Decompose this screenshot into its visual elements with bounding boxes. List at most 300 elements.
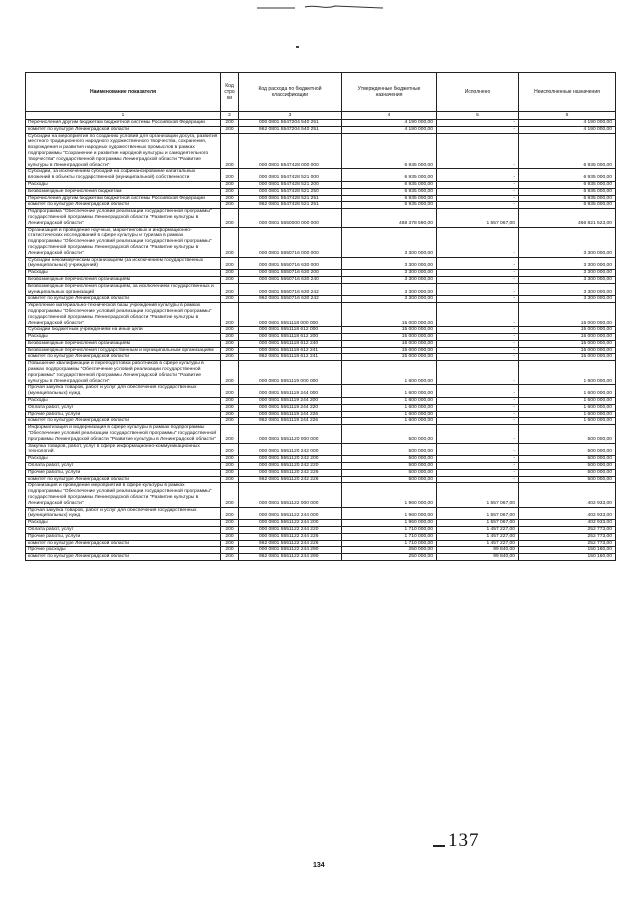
row-approved-amount: 500 000,00 [342, 469, 437, 476]
row-approved-amount: 250 000,00 [342, 547, 437, 554]
row-unexecuted-amount: 4 190 000,00 [519, 126, 616, 133]
row-name: Расходы [26, 334, 221, 341]
row-approved-amount: 250 000,00 [342, 554, 437, 561]
row-budget-code: 000 0801 5551122 244 226 [239, 533, 342, 540]
column-index: 5 [437, 112, 519, 120]
row-budget-code: 000 0801 5547428 521 250 [239, 188, 342, 195]
row-executed-amount: - [437, 418, 519, 425]
row-unexecuted-amount: 402 933,00 [519, 507, 616, 520]
row-approved-amount: 6 935 000,00 [342, 188, 437, 195]
row-unexecuted-amount: 6 935 000,00 [519, 133, 616, 169]
row-budget-code: 000 0801 5547428 000 000 [239, 133, 342, 169]
header-code: Код стро ки [221, 73, 239, 112]
row-approved-amount: 1 600 000,00 [342, 385, 437, 398]
row-line-code: 200 [221, 296, 239, 303]
row-executed-amount: - [437, 334, 519, 341]
row-executed-amount: - [437, 463, 519, 470]
row-name: Безвозмездные перечисления бюджетам [26, 188, 221, 195]
row-approved-amount: 3 300 000,00 [342, 296, 437, 303]
row-executed-amount: - [437, 411, 519, 418]
row-name: Субсидии, за исключением субсидий на софинансирование капитальных вложений в объекты государственной (муниципальной) собственности [26, 169, 221, 182]
row-line-code: 200 [221, 418, 239, 425]
row-executed-amount: 1 557 067,00 [437, 507, 519, 520]
row-line-code: 200 [221, 554, 239, 561]
row-line-code: 200 [221, 520, 239, 527]
row-budget-code: 000 0801 5550716 630 242 [239, 283, 342, 296]
table-row [26, 334, 616, 341]
table-row [26, 296, 616, 303]
row-line-code: 200 [221, 195, 239, 202]
row-approved-amount: 15 000 000,00 [342, 327, 437, 334]
row-executed-amount: - [437, 443, 519, 456]
row-unexecuted-amount: 500 000,00 [519, 469, 616, 476]
row-line-code: 200 [221, 133, 239, 169]
table-row [26, 476, 616, 483]
table-header-row [26, 73, 616, 112]
row-line-code: 200 [221, 347, 239, 354]
table-row [26, 227, 616, 257]
row-budget-code: 962 0801 5550716 630 242 [239, 296, 342, 303]
row-name: Прочие работы, услуги [26, 533, 221, 540]
row-line-code: 200 [221, 398, 239, 405]
row-unexecuted-amount: 3 300 000,00 [519, 283, 616, 296]
row-executed-amount: - [437, 181, 519, 188]
row-executed-amount: - [437, 283, 519, 296]
table-row [26, 120, 616, 127]
row-line-code: 200 [221, 276, 239, 283]
row-unexecuted-amount: 15 000 000,00 [519, 347, 616, 354]
row-name: Безвозмездные перечисления государственным и муниципальным организациям [26, 347, 221, 354]
row-approved-amount: 1 710 000,00 [342, 540, 437, 547]
row-unexecuted-amount: 15 000 000,00 [519, 354, 616, 361]
table-row [26, 340, 616, 347]
row-unexecuted-amount: 500 000,00 [519, 425, 616, 443]
row-approved-amount: 500 000,00 [342, 425, 437, 443]
row-unexecuted-amount: 6 935 000,00 [519, 188, 616, 195]
header-name: Наименование показателя [26, 73, 221, 112]
row-name: Субсидии бюджетным учреждениям на иные цели [26, 327, 221, 334]
row-line-code: 200 [221, 126, 239, 133]
row-approved-amount: 15 000 000,00 [342, 340, 437, 347]
table-row [26, 181, 616, 188]
row-executed-amount: - [437, 385, 519, 398]
row-approved-amount: 1 600 000,00 [342, 398, 437, 405]
table-row [26, 418, 616, 425]
row-approved-amount: 500 000,00 [342, 463, 437, 470]
row-executed-amount: - [437, 133, 519, 169]
header-unexecuted: Неисполненные назначения [519, 73, 616, 112]
row-executed-amount: - [437, 227, 519, 257]
row-executed-amount: - [437, 340, 519, 347]
row-budget-code: 000 0801 5550716 630 240 [239, 276, 342, 283]
table-row [26, 411, 616, 418]
row-line-code: 200 [221, 456, 239, 463]
row-unexecuted-amount: 1 600 000,00 [519, 404, 616, 411]
row-executed-amount: - [437, 404, 519, 411]
row-name: Организация и проведение научных, маркетинговых и информационно-статистических исследований в сфере культуры и туризма в рамках подпрограммы "Обеспечение условий реализации государственной программы" государственной программы Ленинградской области "Развитие культуры в Ленинградской области" [26, 227, 221, 257]
row-line-code: 200 [221, 385, 239, 398]
row-name: Субсидии на мероприятия по созданию условий для организации досуга, развития местного традиционного народного художественного творчества, сохранения, возрождения и развития народных художественных промыслов в рамках подпрограммы "Сохранение и развитие народной культуры и самодеятельного творчества" государственной программы Ленинградской области "Развитие культуры в Ленинградской области" [26, 133, 221, 169]
row-approved-amount: 4 190 000,00 [342, 120, 437, 127]
archive-stamp-number: 137 [448, 830, 480, 851]
row-unexecuted-amount: 402 933,00 [519, 483, 616, 507]
row-budget-code: 000 0801 5547428 521 000 [239, 169, 342, 182]
row-line-code: 200 [221, 463, 239, 470]
column-index: 2 [221, 112, 239, 120]
row-budget-code: 962 0801 5551119 244 226 [239, 418, 342, 425]
header-kbk: Код расхода по бюджетной классификации [239, 73, 342, 112]
row-executed-amount: - [437, 126, 519, 133]
row-budget-code: 000 0801 5551118 612 200 [239, 334, 342, 341]
row-name: комитет по культуре Ленинградской области [26, 554, 221, 561]
row-executed-amount: - [437, 169, 519, 182]
row-line-code: 200 [221, 202, 239, 209]
row-unexecuted-amount: 6 935 000,00 [519, 169, 616, 182]
row-budget-code: 000 0801 5547428 521 251 [239, 195, 342, 202]
row-unexecuted-amount: 252 773,00 [519, 540, 616, 547]
row-executed-amount: - [437, 276, 519, 283]
row-executed-amount: 1 457 227,00 [437, 527, 519, 534]
row-unexecuted-amount: 150 160,00 [519, 554, 616, 561]
row-executed-amount: - [437, 476, 519, 483]
row-unexecuted-amount: 252 773,00 [519, 527, 616, 534]
row-approved-amount: 1 600 000,00 [342, 411, 437, 418]
row-budget-code: 000 0801 5551122 244 290 [239, 547, 342, 554]
row-name: Информатизация и модернизация в сфере культуры в рамках подпрограммы "Обеспечение условий реализации государственной программы" государственной программы Ленинградской области "Развитие культуры в Ленинградской области" [26, 425, 221, 443]
row-budget-code: 000 0801 5551118 612 241 [239, 347, 342, 354]
row-approved-amount: 3 300 000,00 [342, 257, 437, 270]
budget-report-sheet [25, 72, 615, 561]
row-budget-code: 000 0801 5551118 612 000 [239, 327, 342, 334]
row-executed-amount: - [437, 469, 519, 476]
row-line-code: 200 [221, 507, 239, 520]
row-budget-code: 000 0801 5551119 000 000 [239, 361, 342, 385]
row-unexecuted-amount: 6 935 000,00 [519, 195, 616, 202]
row-unexecuted-amount: 500 000,00 [519, 476, 616, 483]
row-unexecuted-amount: 3 300 000,00 [519, 296, 616, 303]
row-approved-amount: 1 600 000,00 [342, 404, 437, 411]
row-executed-amount: 99 840,00 [437, 554, 519, 561]
row-budget-code: 962 0801 5551120 242 226 [239, 476, 342, 483]
row-line-code: 200 [221, 327, 239, 334]
table-row [26, 270, 616, 277]
row-approved-amount: 6 935 000,00 [342, 169, 437, 182]
row-name: Прочая закупка товаров, работ и услуг для обеспечения государственных (муниципальных) нужд [26, 385, 221, 398]
row-unexecuted-amount: 466 821 523,00 [519, 209, 616, 227]
row-approved-amount: 15 000 000,00 [342, 303, 437, 327]
row-executed-amount: 1 457 227,00 [437, 540, 519, 547]
row-budget-code: 000 0801 5547204 540 251 [239, 120, 342, 127]
row-name: комитет по культуре Ленинградской области [26, 476, 221, 483]
row-line-code: 200 [221, 340, 239, 347]
table-row [26, 126, 616, 133]
row-line-code: 200 [221, 169, 239, 182]
row-unexecuted-amount: 252 773,00 [519, 533, 616, 540]
column-index: 4 [342, 112, 437, 120]
table-row [26, 533, 616, 540]
row-unexecuted-amount: 3 300 000,00 [519, 270, 616, 277]
row-unexecuted-amount: 1 600 000,00 [519, 411, 616, 418]
row-line-code: 200 [221, 443, 239, 456]
row-line-code: 200 [221, 188, 239, 195]
table-row [26, 527, 616, 534]
row-line-code: 200 [221, 227, 239, 257]
row-name: Подпрограмма "Обеспечение условий реализации государственной программы" государственной программы Ленинградской области "Развитие культуры в Ленинградской области" [26, 209, 221, 227]
row-executed-amount: 1 557 067,00 [437, 520, 519, 527]
row-name: Оплата работ, услуг [26, 404, 221, 411]
row-budget-code: 000 0801 5550000 000 000 [239, 209, 342, 227]
row-line-code: 200 [221, 334, 239, 341]
row-line-code: 200 [221, 483, 239, 507]
table-row [26, 209, 616, 227]
row-approved-amount: 1 600 000,00 [342, 418, 437, 425]
row-approved-amount: 4 190 000,00 [342, 126, 437, 133]
row-name: Организация и проведение мероприятий в сфере культуры в рамках подпрограммы "Обеспечение условий реализации государственной программы" государственной программы Ленинградской области "Развитие культуры в Ленинградской области" [26, 483, 221, 507]
header-executed: Исполнено [437, 73, 519, 112]
row-unexecuted-amount: 1 600 000,00 [519, 398, 616, 405]
row-approved-amount: 1 710 000,00 [342, 533, 437, 540]
row-budget-code: 000 0801 5551120 242 000 [239, 443, 342, 456]
row-executed-amount: - [437, 327, 519, 334]
column-index: 3 [239, 112, 342, 120]
table-row [26, 547, 616, 554]
row-executed-amount: - [437, 120, 519, 127]
row-name: Безвозмездные перечисления организациям [26, 340, 221, 347]
row-approved-amount: 15 000 000,00 [342, 347, 437, 354]
row-unexecuted-amount: 15 000 000,00 [519, 340, 616, 347]
row-name: комитет по культуре Ленинградской области [26, 354, 221, 361]
row-unexecuted-amount: 3 300 000,00 [519, 257, 616, 270]
row-approved-amount: 500 000,00 [342, 456, 437, 463]
table-row [26, 354, 616, 361]
row-unexecuted-amount: 3 300 000,00 [519, 276, 616, 283]
row-executed-amount: - [437, 425, 519, 443]
row-executed-amount: - [437, 398, 519, 405]
row-executed-amount: 1 457 227,00 [437, 533, 519, 540]
row-unexecuted-amount: 1 600 000,00 [519, 385, 616, 398]
row-line-code: 200 [221, 540, 239, 547]
row-name: Оплата работ, услуг [26, 527, 221, 534]
table-row [26, 469, 616, 476]
row-unexecuted-amount: 6 935 000,00 [519, 181, 616, 188]
row-name: Прочие работы, услуги [26, 469, 221, 476]
scan-dot [296, 46, 299, 48]
row-approved-amount: 6 935 000,00 [342, 202, 437, 209]
row-approved-amount: 1 960 000,00 [342, 507, 437, 520]
row-budget-code: 000 0801 5547428 521 200 [239, 181, 342, 188]
row-budget-code: 000 0801 5551118 000 000 [239, 303, 342, 327]
row-approved-amount: 1 960 000,00 [342, 483, 437, 507]
row-approved-amount: 15 000 000,00 [342, 334, 437, 341]
row-line-code: 200 [221, 533, 239, 540]
row-unexecuted-amount: 15 000 000,00 [519, 334, 616, 341]
row-budget-code: 000 0801 5551118 612 240 [239, 340, 342, 347]
row-unexecuted-amount: 500 000,00 [519, 456, 616, 463]
row-unexecuted-amount: 150 160,00 [519, 547, 616, 554]
row-line-code: 200 [221, 547, 239, 554]
row-name: комитет по культуре Ленинградской области [26, 126, 221, 133]
row-executed-amount: - [437, 456, 519, 463]
table-row [26, 463, 616, 470]
row-name: Расходы [26, 181, 221, 188]
row-name: Расходы [26, 456, 221, 463]
row-line-code: 200 [221, 257, 239, 270]
row-line-code: 200 [221, 209, 239, 227]
row-name: комитет по культуре Ленинградской области [26, 540, 221, 547]
table-row [26, 404, 616, 411]
row-budget-code: 000 0801 5551119 244 000 [239, 385, 342, 398]
row-name: Укрепление материально-технической базы учреждений культуры в рамках подпрограммы "Обеспечение условий реализации государственной программы" государственной программы Ленинградской области "Развитие культуры в Ленинградской области" [26, 303, 221, 327]
row-line-code: 200 [221, 425, 239, 443]
table-row [26, 361, 616, 385]
column-index-row [26, 112, 616, 120]
table-row [26, 133, 616, 169]
row-approved-amount: 6 935 000,00 [342, 133, 437, 169]
row-line-code: 200 [221, 120, 239, 127]
row-budget-code: 962 0801 5547428 521 251 [239, 202, 342, 209]
scan-artifact-mark [255, 2, 385, 12]
row-approved-amount: 1 710 000,00 [342, 527, 437, 534]
row-line-code: 200 [221, 411, 239, 418]
row-line-code: 200 [221, 354, 239, 361]
table-row [26, 347, 616, 354]
row-line-code: 200 [221, 283, 239, 296]
row-name: комитет по культуре Ленинградской области [26, 418, 221, 425]
table-row [26, 195, 616, 202]
row-name: Перечисления другим бюджетам бюджетной системы Российской Федерации [26, 120, 221, 127]
table-row [26, 398, 616, 405]
row-name: Перечисления другим бюджетам бюджетной системы Российской Федерации [26, 195, 221, 202]
row-name: Повышение квалификации и переподготовка работников в сфере культуры в рамках подпрограммы "Обеспечение условий реализации государственной программы" государственной программы Ленинградской области "Развитие культуры в Ленинградской области" [26, 361, 221, 385]
row-name: Оплата работ, услуг [26, 463, 221, 470]
row-unexecuted-amount: 6 935 000,00 [519, 202, 616, 209]
row-executed-amount: - [437, 195, 519, 202]
row-line-code: 200 [221, 303, 239, 327]
row-line-code: 200 [221, 181, 239, 188]
row-budget-code: 000 0801 5551119 244 200 [239, 398, 342, 405]
row-name: Расходы [26, 398, 221, 405]
row-budget-code: 000 0801 5551122 244 220 [239, 527, 342, 534]
row-unexecuted-amount: 500 000,00 [519, 463, 616, 470]
table-row [26, 202, 616, 209]
row-budget-code: 000 0801 5550716 630 200 [239, 270, 342, 277]
row-executed-amount: - [437, 347, 519, 354]
row-unexecuted-amount: 402 933,00 [519, 520, 616, 527]
row-executed-amount: - [437, 270, 519, 277]
row-approved-amount: 6 935 000,00 [342, 195, 437, 202]
table-row [26, 283, 616, 296]
header-approved: Утвержденные бюджетные назначения [342, 73, 437, 112]
row-line-code: 200 [221, 361, 239, 385]
row-approved-amount: 15 000 000,00 [342, 354, 437, 361]
row-budget-code: 000 0801 5551120 000 000 [239, 425, 342, 443]
budget-table [25, 72, 616, 561]
row-budget-code: 000 0801 5551122 244 200 [239, 520, 342, 527]
row-name: Безвозмездные перечисления организациям, за исключением государственных и муниципальных организаций [26, 283, 221, 296]
column-index: 1 [26, 112, 221, 120]
row-budget-code: 000 0801 5551119 244 220 [239, 404, 342, 411]
row-budget-code: 000 0801 5551120 242 200 [239, 456, 342, 463]
table-row [26, 169, 616, 182]
row-name: Безвозмездные перечисления организациям [26, 276, 221, 283]
page-number: 134 [313, 862, 325, 869]
row-approved-amount: 468 378 590,00 [342, 209, 437, 227]
row-budget-code: 000 0801 5550716 000 000 [239, 227, 342, 257]
row-executed-amount: - [437, 296, 519, 303]
table-row [26, 276, 616, 283]
row-name: комитет по культуре Ленинградской области [26, 202, 221, 209]
table-row [26, 257, 616, 270]
table-row [26, 554, 616, 561]
row-approved-amount: 1 600 000,00 [342, 361, 437, 385]
row-unexecuted-amount: 4 190 000,00 [519, 120, 616, 127]
table-body [26, 120, 616, 561]
row-approved-amount: 1 960 000,00 [342, 520, 437, 527]
row-unexecuted-amount: 1 600 000,00 [519, 361, 616, 385]
row-unexecuted-amount: 500 000,00 [519, 443, 616, 456]
row-approved-amount: 500 000,00 [342, 476, 437, 483]
row-executed-amount: - [437, 303, 519, 327]
row-budget-code: 962 0801 5551118 612 241 [239, 354, 342, 361]
row-name: Прочие работы, услуги [26, 411, 221, 418]
row-approved-amount: 3 300 000,00 [342, 270, 437, 277]
row-name: Прочие расходы [26, 547, 221, 554]
table-row [26, 456, 616, 463]
row-approved-amount: 3 300 000,00 [342, 227, 437, 257]
row-budget-code: 000 0801 5551122 000 000 [239, 483, 342, 507]
row-unexecuted-amount: 15 000 000,00 [519, 327, 616, 334]
table-row [26, 303, 616, 327]
row-budget-code: 962 0801 5551122 244 226 [239, 540, 342, 547]
table-row [26, 520, 616, 527]
row-approved-amount: 3 300 000,00 [342, 283, 437, 296]
row-line-code: 200 [221, 404, 239, 411]
row-approved-amount: 3 300 000,00 [342, 276, 437, 283]
row-budget-code: 000 0801 5551119 244 226 [239, 411, 342, 418]
row-line-code: 200 [221, 469, 239, 476]
row-name: комитет по культуре Ленинградской области [26, 296, 221, 303]
row-name: Закупка товаров, работ, услуг в сфере информационно-коммуникационных технологий [26, 443, 221, 456]
stamp-dash [433, 845, 445, 847]
table-row [26, 507, 616, 520]
table-row [26, 425, 616, 443]
row-unexecuted-amount: 3 300 000,00 [519, 227, 616, 257]
row-executed-amount: 99 840,00 [437, 547, 519, 554]
row-budget-code: 962 0801 5547204 540 251 [239, 126, 342, 133]
column-index: 6 [519, 112, 616, 120]
table-row [26, 540, 616, 547]
row-line-code: 200 [221, 527, 239, 534]
row-budget-code: 000 0801 5551120 242 226 [239, 469, 342, 476]
row-budget-code: 000 0801 5551120 242 220 [239, 463, 342, 470]
row-executed-amount: - [437, 354, 519, 361]
row-line-code: 200 [221, 270, 239, 277]
row-executed-amount: - [437, 202, 519, 209]
row-unexecuted-amount: 1 600 000,00 [519, 418, 616, 425]
table-row [26, 327, 616, 334]
table-row [26, 385, 616, 398]
row-executed-amount: - [437, 188, 519, 195]
row-budget-code: 962 0801 5551122 244 290 [239, 554, 342, 561]
row-budget-code: 000 0801 5550716 630 000 [239, 257, 342, 270]
row-executed-amount: - [437, 361, 519, 385]
row-executed-amount: 1 557 067,00 [437, 209, 519, 227]
row-executed-amount: - [437, 257, 519, 270]
row-name: Расходы [26, 270, 221, 277]
row-approved-amount: 6 935 000,00 [342, 181, 437, 188]
table-row [26, 443, 616, 456]
row-name: Прочая закупка товаров, работ и услуг для обеспечения государственных (муниципальных) нужд [26, 507, 221, 520]
